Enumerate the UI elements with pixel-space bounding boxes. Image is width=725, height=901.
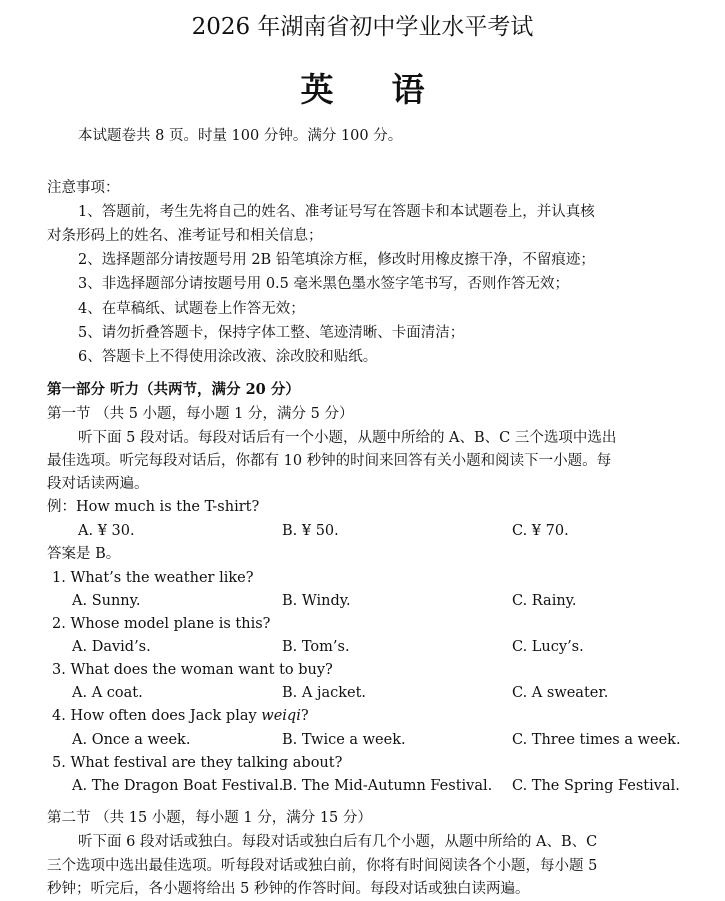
section1-instructions-3: 段对话读两遍。 [47, 476, 149, 492]
section1-instructions-2: 最佳选项。听完每段对话后，你都有 10 秒钟的时间来回答有关小题和阅读下一小题。每 [47, 453, 612, 469]
question-5-option-a: A. The Dragon Boat Festival. [72, 778, 284, 794]
question-1-option-b: B. Windy. [282, 593, 351, 609]
note-item-1: 1、答题前，考生先将自己的姓名、准考证号写在答题卡和本试题卷上，并认真核 [78, 204, 595, 220]
exam-title: 2026 年湖南省初中学业水平考试 [191, 14, 534, 40]
note-item-2: 2、选择题部分请按题号用 2B 铅笔填涂方框，修改时用橡皮擦干净，不留痕迹； [78, 252, 595, 268]
question-4-text: 4. How often does Jack play [52, 708, 262, 724]
question-4-option-a: A. Once a week. [72, 732, 191, 748]
part1-heading: 第一部分 听力（共两节，满分 20 分） [47, 381, 300, 398]
note-item-3: 3、非选择题部分请按题号用 0.5 毫米黑色墨水签字笔书写，否则作答无效； [78, 276, 570, 292]
question-3-option-c: C. A sweater. [512, 685, 609, 701]
question-1: 1. What’s the weather like? [52, 570, 254, 586]
question-3-option-a: A. A coat. [72, 685, 143, 701]
example-answer: 答案是 B。 [47, 546, 121, 562]
question-1-option-a: A. Sunny. [72, 593, 141, 609]
question-2-option-b: B. Tom’s. [282, 639, 350, 655]
question-5-option-c: C. The Spring Festival. [512, 778, 680, 794]
note-item-6: 6、答题卡上不得使用涂改液、涂改胶和贴纸。 [78, 349, 378, 365]
section2-instructions-1: 听下面 6 段对话或独白。每段对话或独白后有几个小题，从题中所给的 A、B、C [78, 834, 598, 850]
note-item-1-cont: 对条形码上的姓名、准考证号和相关信息； [47, 228, 323, 244]
exam-info: 本试题卷共 8 页。时量 100 分钟。满分 100 分。 [78, 128, 403, 144]
section1-instructions-1: 听下面 5 段对话。每段对话后有一个小题，从题中所给的 A、B、C 三个选项中选出 [78, 430, 617, 446]
note-item-4: 4、在草稿纸、试题卷上作答无效； [78, 301, 305, 317]
question-5-option-b: B. The Mid-Autumn Festival. [282, 778, 493, 794]
question-4 [52, 706, 309, 726]
question-2-option-c: C. Lucy’s. [512, 639, 584, 655]
section2-instructions-3: 秒钟；听完后，各小题将给出 5 秒钟的作答时间。每段对话或独白读两遍。 [47, 881, 530, 897]
question-1-option-c: C. Rainy. [512, 593, 577, 609]
example-option-b: B. ¥ 50. [282, 523, 339, 539]
question-3: 3. What does the woman want to buy? [52, 662, 333, 678]
question-5: 5. What festival are they talking about? [52, 755, 343, 771]
question-2: 2. Whose model plane is this? [52, 616, 271, 632]
notes-heading: 注意事项： [47, 180, 120, 196]
example-option-c: C. ¥ 70. [512, 523, 569, 539]
question-4-option-b: B. Twice a week. [282, 732, 406, 748]
question-4-italic-term: weiqi [261, 708, 301, 724]
question-3-option-b: B. A jacket. [282, 685, 367, 701]
section1-heading: 第一节 （共 5 小题，每小题 1 分，满分 5 分） [47, 406, 354, 422]
section2-heading: 第二节 （共 15 小题，每小题 1 分，满分 15 分） [47, 810, 372, 826]
section2-instructions-2: 三个选项中选出最佳选项。听每段对话或独白前，你将有时间阅读各个小题，每小题 5 [47, 858, 598, 874]
subject-title: 英语 [300, 70, 483, 109]
example-option-a: A. ¥ 30. [78, 523, 135, 539]
question-2-option-a: A. David’s. [72, 639, 151, 655]
question-4-option-c: C. Three times a week. [512, 732, 681, 748]
note-item-5: 5、请勿折叠答题卡，保持字体工整、笔迹清晰、卡面清洁； [78, 325, 465, 341]
question-4-mark: ? [300, 708, 309, 724]
example-question: 例：How much is the T-shirt? [47, 499, 260, 515]
